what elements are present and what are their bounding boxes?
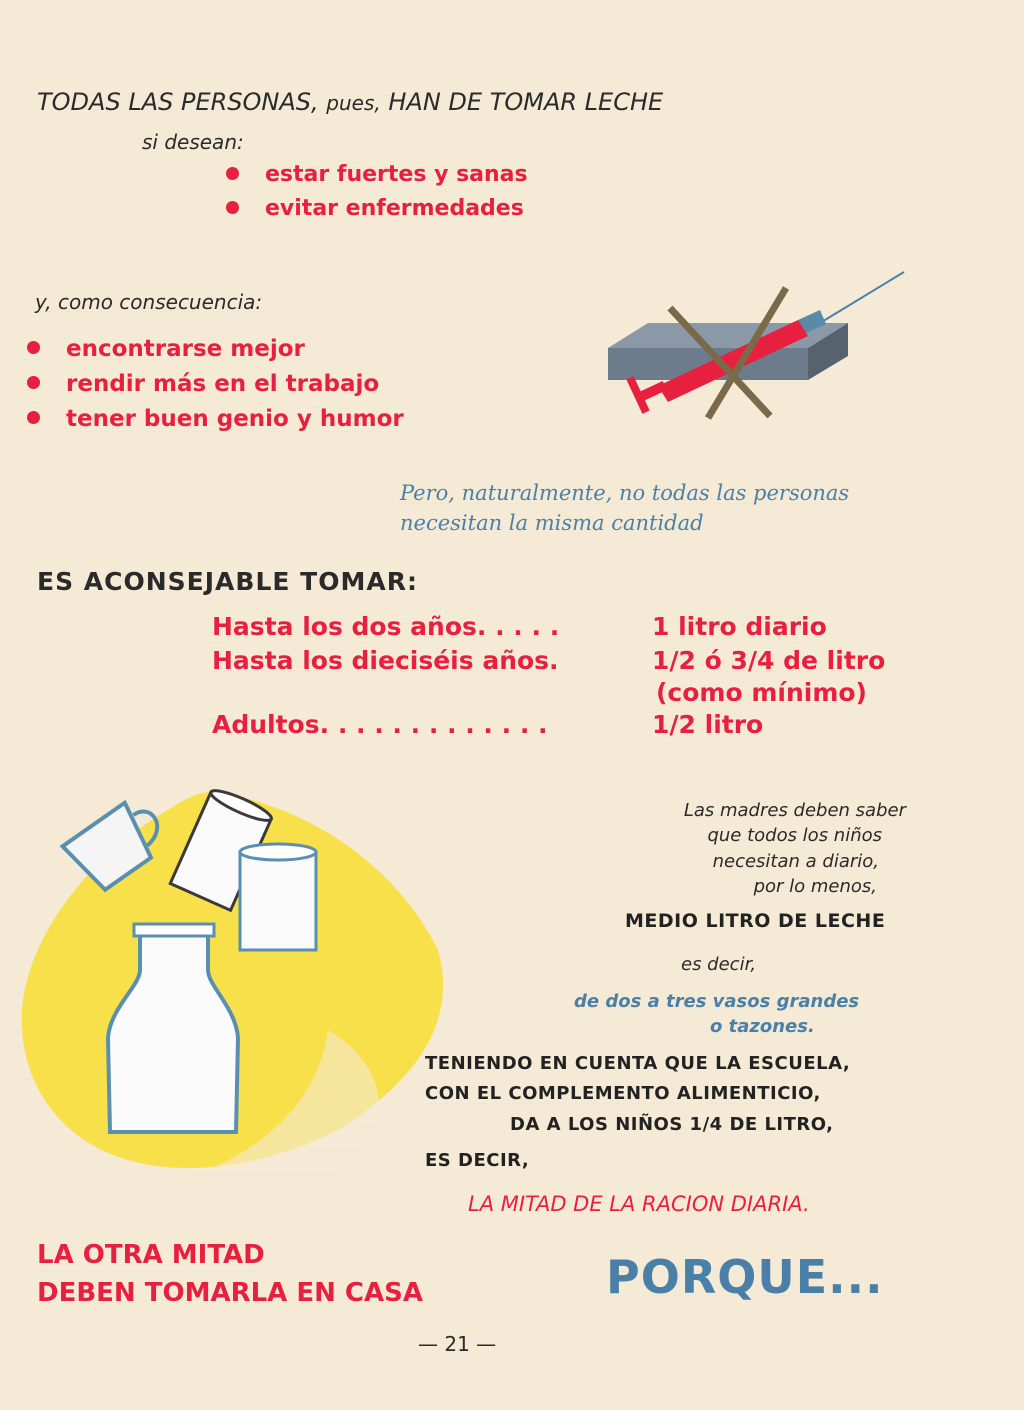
intro-title-pues: pues, [326, 91, 381, 115]
vasos-line: o tazones. [710, 1016, 815, 1037]
recommend-heading: ES ACONSEJABLE TOMAR: [37, 567, 418, 596]
note-line: Pero, naturalmente, no todas las personas [400, 481, 850, 505]
bullet-icon [226, 201, 239, 214]
school-line: CON EL COMPLEMENTO ALIMENTICIO, [425, 1083, 821, 1104]
consequence-lead: y, como consecuencia: [35, 290, 263, 314]
mothers-line: por lo menos, [753, 876, 877, 897]
mothers-line: Las madres deben saber [683, 800, 906, 821]
recommend-value: (como mínimo) [656, 678, 867, 707]
si-desean: si desean: [142, 130, 244, 154]
milk-glasses-illustration [18, 780, 458, 1210]
consequence-item: encontrarse mejor [27, 336, 305, 362]
vasos-line: de dos a tres vasos grandes [574, 991, 860, 1012]
mothers-line: necesitan a diario, [712, 851, 879, 872]
school-line: ES DECIR, [425, 1150, 530, 1171]
recommend-value: 1/2 ó 3/4 de litro [652, 646, 886, 675]
intro-title [37, 88, 663, 116]
bullet-icon [27, 411, 40, 424]
otra-mitad-line: DEBEN TOMARLA EN CASA [37, 1278, 423, 1308]
bullet-icon [226, 167, 239, 180]
consequence-item: rendir más en el trabajo [27, 371, 379, 397]
recommend-label: Adultos. . . . . . . . . . . . . [212, 710, 548, 739]
bullet-icon [27, 376, 40, 389]
page-number: — 21 — [418, 1332, 497, 1356]
porque-heading: PORQUE... [606, 1250, 884, 1304]
note-line: necesitan la misma cantidad [400, 511, 704, 535]
recommend-value: 1/2 litro [652, 710, 764, 739]
recommend-label: Hasta los dos años. . . . . [212, 612, 560, 641]
benefit-item: evitar enfermedades [226, 196, 524, 221]
medio-litro: MEDIO LITRO DE LECHE [625, 910, 886, 932]
otra-mitad-line: LA OTRA MITAD [37, 1240, 265, 1270]
benefit-item: estar fuertes y sanas [226, 162, 528, 187]
mothers-line: que todos los niños [707, 825, 882, 846]
recommend-label: Hasta los dieciséis años. [212, 646, 559, 675]
crossed-syringe-illustration [598, 268, 910, 428]
bullet-icon [27, 341, 40, 354]
school-line: DA A LOS NIÑOS 1/4 DE LITRO, [510, 1114, 834, 1135]
intro-title-rest: HAN DE TOMAR LECHE [388, 88, 664, 116]
mitad-racion: LA MITAD DE LA RACION DIARIA. [468, 1192, 810, 1216]
consequence-item: tener buen genio y humor [27, 406, 404, 432]
school-line: TENIENDO EN CUENTA QUE LA ESCUELA, [425, 1053, 851, 1074]
intro-title-caps: TODAS LAS PERSONAS, [37, 88, 319, 116]
es-decir: es decir, [681, 954, 757, 975]
recommend-value: 1 litro diario [652, 612, 827, 641]
